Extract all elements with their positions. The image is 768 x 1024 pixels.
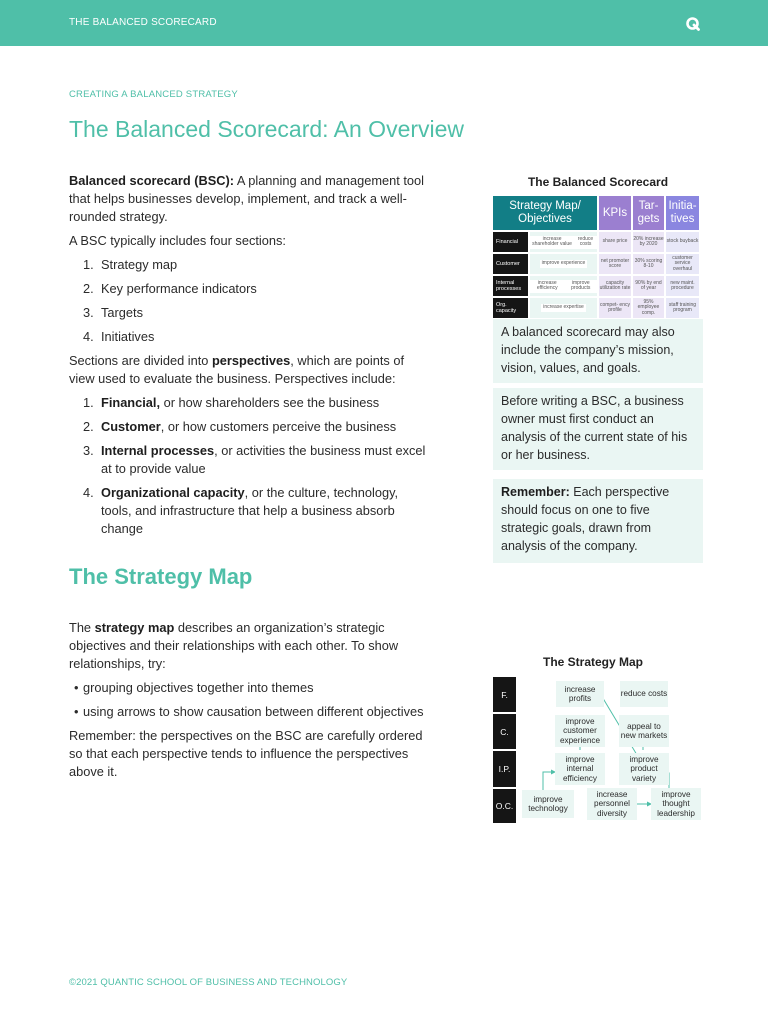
node-increase-personnel-diversity: increase personnel diversity [587, 788, 637, 820]
note-analysis: Before writing a BSC, a business owner must first conduct an analysis of the current state of his or her business. [493, 388, 703, 470]
scorecard-header-row [493, 196, 703, 230]
quantic-q-icon [686, 17, 700, 31]
node-improve-product-variety: improve product variety [619, 753, 669, 785]
sections-lead: A BSC typically includes four sections: [69, 233, 286, 248]
strategy-block [69, 619, 429, 787]
list-item: • using arrows to show causation between different objectives [74, 704, 424, 719]
scorecard-figure [493, 196, 703, 318]
list-item: 2. Key performance indicators [83, 281, 257, 296]
strategy-map-description: The strategy map describes an organization’s strategic objectives and their relationships with each other. To show relationships, try: [69, 620, 399, 671]
perspective-bar-internal: I.P. [493, 751, 516, 787]
target-cell: 95% employee comp. [633, 298, 664, 318]
note-remember [493, 479, 703, 563]
intro-block [69, 172, 429, 544]
perspective-label: Org. capacity [493, 298, 528, 318]
table-row [493, 254, 703, 274]
perspective-bar-financial: F. [493, 677, 516, 712]
doc-brand: THE BALANCED SCORECARD [69, 17, 217, 28]
list-item: 1. Financial, or how shareholders see the business [83, 395, 380, 410]
node-improve-technology: improve technology [522, 790, 574, 818]
initiative-cell: staff training program [666, 298, 699, 318]
bsc-term: Balanced scorecard (BSC): [69, 173, 234, 188]
bsc-definition-text: A planning and management tool that helps businesses develop, implement, and track a well-rounded strategy. [69, 173, 424, 224]
objectives-cell [530, 276, 597, 296]
table-row [493, 276, 703, 296]
kpi-cell: capacity utilization rate [599, 276, 631, 296]
note-mission: A balanced scorecard may also include the company’s mission, vision, values, and goals. [493, 319, 703, 383]
objective-chip: increase efficiency [530, 280, 565, 293]
perspective-bar-org-capacity: O.C. [493, 789, 516, 823]
objectives-cell [530, 232, 597, 252]
strategy-map-figure-title: The Strategy Map [542, 655, 644, 669]
target-cell: 90% by end of year [633, 276, 664, 296]
node-improve-customer-experience: improve customer experience [555, 715, 605, 747]
top-bar [0, 0, 768, 46]
target-cell: 20% increase by 2020 [633, 232, 664, 252]
list-item: 3. Internal processes, or activities the business must excel at to provide value [83, 443, 426, 476]
objective-chip: reduce costs [574, 236, 597, 249]
table-row [493, 232, 703, 252]
objectives-cell [530, 254, 597, 274]
list-item: 3. Targets [83, 305, 143, 320]
objectives-header: Strategy Map/ Objectives [493, 196, 597, 230]
initiatives-header: Initia- tives [666, 196, 699, 230]
objective-chip: improve products [565, 280, 598, 293]
perspectives-list [69, 394, 429, 538]
perspective-bar-customer: C. [493, 714, 516, 749]
bsc-definition [69, 172, 429, 226]
node-reduce-costs: reduce costs [620, 681, 668, 707]
strategy-map-figure [493, 677, 703, 823]
objective-chip: increase expertise [543, 304, 584, 311]
objectives-cell [530, 298, 597, 318]
page-title: The Balanced Scorecard: An Overview [69, 116, 465, 142]
strategy-tips-list [69, 679, 429, 721]
strategy-map-heading: The Strategy Map [69, 564, 253, 589]
node-increase-profits: increase profits [556, 681, 604, 707]
node-appeal-to-new-markets: appeal to new markets [619, 715, 669, 747]
initiative-cell: customer service overhaul [666, 254, 699, 274]
perspective-label: Internal processes [493, 276, 528, 296]
objective-chip: improve experience [541, 260, 586, 267]
perspective-label: Financial [493, 232, 528, 252]
objective-chip: increase shareholder value [530, 236, 574, 249]
kpi-cell: compet- ency profile [599, 298, 631, 318]
kpi-cell: net promoter score [599, 254, 631, 274]
initiative-cell: new maint. procedure [666, 276, 699, 296]
section-eyebrow: CREATING A BALANCED STRATEGY [69, 89, 238, 100]
note-remember-lead: Remember: [501, 485, 570, 499]
node-improve-internal-efficiency: improve internal efficiency [555, 753, 605, 785]
sections-list [69, 256, 429, 346]
list-item: 4. Organizational capacity, or the culture, technology, tools, and infrastructure that help a business absorb change [83, 485, 399, 536]
perspectives-lead: Sections are divided into perspectives, which are points of view used to evaluate the business. Perspectives include: [69, 353, 405, 386]
table-row [493, 298, 703, 318]
node-improve-thought-leadership: improve thought leadership [651, 788, 701, 820]
list-item: 2. Customer, or how customers perceive the business [83, 419, 397, 434]
scorecard-figure-title: The Balanced Scorecard [527, 175, 669, 189]
strategy-remember-text: Remember: the perspectives on the BSC are carefully ordered so that each perspective tends to influence the perspectives above it. [69, 728, 423, 779]
list-item: 4. Initiatives [83, 329, 155, 344]
initiative-cell: stock buyback [666, 232, 699, 252]
kpi-cell: share price [599, 232, 631, 252]
list-item: 1. Strategy map [83, 257, 178, 272]
footer-copyright: ©2021 QUANTIC SCHOOL OF BUSINESS AND TECHNOLOGY [69, 977, 348, 988]
perspective-label: Customer [493, 254, 528, 274]
note-remember-text: Each perspective should focus on one to five strategic goals, drawn from analysis of the company. [501, 485, 670, 553]
targets-header: Tar- gets [633, 196, 664, 230]
target-cell: 30% scoring 8-10 [633, 254, 664, 274]
list-item: • grouping objectives together into themes [74, 680, 314, 695]
kpis-header: KPIs [599, 196, 631, 230]
